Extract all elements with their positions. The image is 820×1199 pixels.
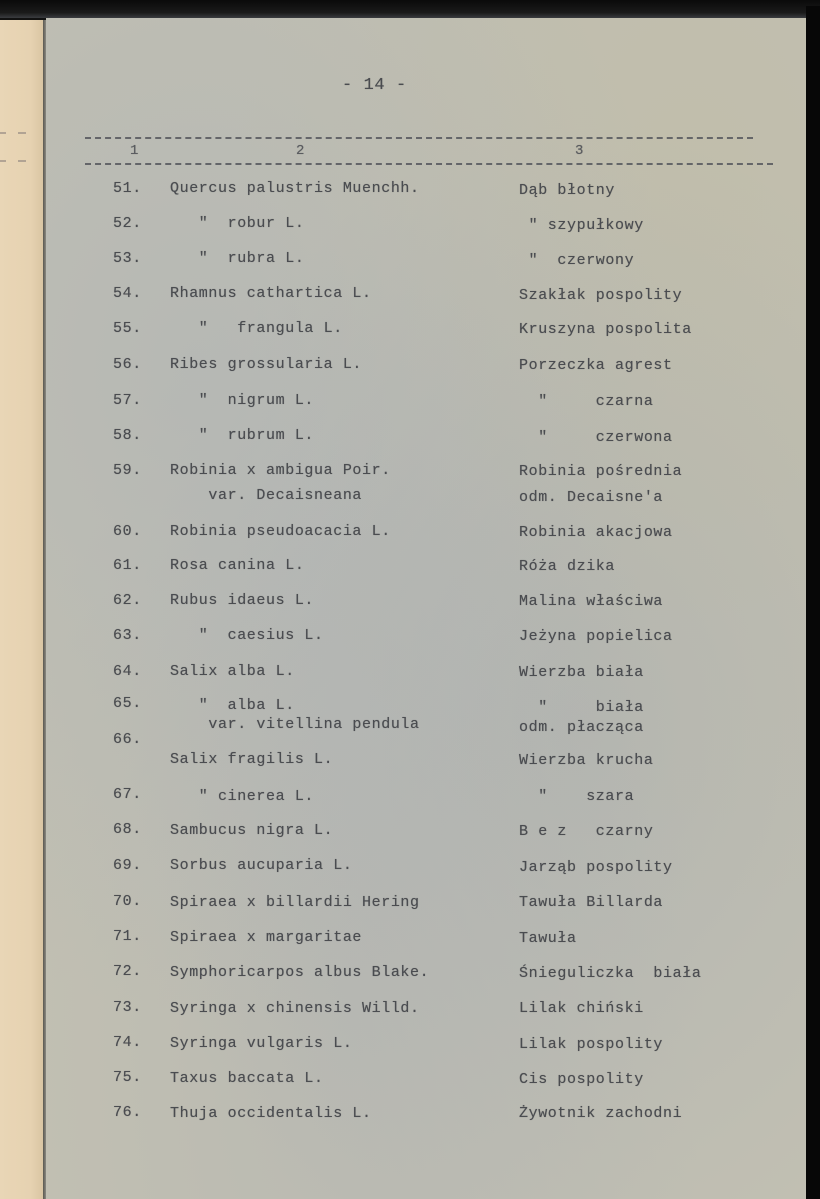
row-number: 61.	[113, 557, 142, 574]
row-number: 76.	[113, 1104, 142, 1121]
polish-name: Szakłak pospolity	[519, 287, 683, 304]
row-number: 62.	[113, 592, 142, 609]
latin-name: " cinerea L.	[170, 788, 315, 805]
polish-name: Cis pospolity	[519, 1071, 644, 1088]
latin-name: Sorbus aucuparia L.	[170, 857, 353, 874]
row-number: 60.	[113, 523, 142, 540]
latin-variety: var. Decaisneana	[170, 487, 363, 504]
polish-name: Lilak pospolity	[519, 1036, 664, 1053]
latin-name: Robinia pseudoacacia L.	[170, 523, 391, 540]
scan-top-edge	[0, 0, 820, 18]
scan-right-edge	[806, 6, 820, 1199]
polish-name: B e z czarny	[519, 823, 654, 840]
row-number: 65.	[113, 695, 142, 712]
polish-name: " czerwony	[519, 252, 635, 269]
polish-name: Dąb błotny	[519, 182, 616, 199]
adjacent-page-rule	[18, 160, 26, 162]
latin-name: Syringa vulgaris L.	[170, 1035, 353, 1052]
latin-name: Quercus palustris Muenchh.	[170, 180, 420, 197]
row-number: 57.	[113, 392, 142, 409]
polish-name: Śnieguliczka biała	[519, 965, 702, 982]
page-number: - 14 -	[342, 76, 407, 95]
polish-name: " czerwona	[519, 429, 673, 446]
row-number: 67.	[113, 786, 142, 803]
latin-name: Sambucus nigra L.	[170, 822, 334, 839]
polish-name: Jarząb pospolity	[519, 859, 673, 876]
latin-name: Ribes grossularia L.	[170, 356, 363, 373]
polish-name: Malina właściwa	[519, 593, 664, 610]
latin-name: Spiraea x billardii Hering	[170, 894, 420, 911]
latin-name: Rosa canina L.	[170, 557, 305, 574]
column-header-number: 1	[130, 143, 140, 159]
latin-name: Spiraea x margaritae	[170, 929, 363, 946]
header-rule-bottom	[85, 163, 773, 165]
polish-name: " szara	[519, 788, 635, 805]
polish-name: Żywotnik zachodni	[519, 1105, 683, 1122]
polish-name: Tawuła	[519, 930, 577, 947]
header-rule-top	[85, 137, 753, 139]
polish-variety: odm. płacząca	[519, 719, 644, 736]
polish-name: " czarna	[519, 393, 654, 410]
latin-name: " frangula L.	[170, 320, 343, 337]
adjacent-page-rule	[18, 132, 26, 134]
polish-name: " szypułkowy	[519, 217, 644, 234]
document-page	[46, 18, 806, 1199]
latin-name: Salix alba L.	[170, 663, 295, 680]
row-number: 75.	[113, 1069, 142, 1086]
polish-name: Tawuła Billarda	[519, 894, 664, 911]
adjacent-page-rule	[0, 160, 6, 162]
latin-name: " nigrum L.	[170, 392, 315, 409]
latin-name: " robur L.	[170, 215, 305, 232]
polish-name: Jeżyna popielica	[519, 628, 673, 645]
row-number: 53.	[113, 250, 142, 267]
row-number: 66.	[113, 731, 142, 748]
row-number: 54.	[113, 285, 142, 302]
polish-name: Róża dzika	[519, 558, 616, 575]
row-number: 52.	[113, 215, 142, 232]
row-number: 55.	[113, 320, 142, 337]
latin-variety: var. vitellina pendula	[170, 716, 420, 733]
polish-name: Kruszyna pospolita	[519, 321, 692, 338]
latin-name: Rhamnus cathartica L.	[170, 285, 372, 302]
row-number: 74.	[113, 1034, 142, 1051]
row-number: 70.	[113, 893, 142, 910]
latin-name: " caesius L.	[170, 627, 324, 644]
polish-name: Robinia akacjowa	[519, 524, 673, 541]
latin-name: Rubus idaeus L.	[170, 592, 315, 609]
polish-name: Wierzba biała	[519, 664, 644, 681]
row-number: 73.	[113, 999, 142, 1016]
row-number: 71.	[113, 928, 142, 945]
adjacent-page-rule	[0, 132, 6, 134]
row-number: 58.	[113, 427, 142, 444]
latin-name: Robinia x ambigua Poir.	[170, 462, 391, 479]
polish-name: Porzeczka agrest	[519, 357, 673, 374]
row-number: 56.	[113, 356, 142, 373]
latin-name: " rubrum L.	[170, 427, 315, 444]
column-header-latin: 2	[296, 143, 306, 159]
polish-name: Wierzba krucha	[519, 752, 654, 769]
polish-name: Lilak chiński	[519, 1000, 644, 1017]
polish-name: Robinia pośrednia	[519, 463, 683, 480]
row-number: 68.	[113, 821, 142, 838]
polish-variety: odm. Decaisne'a	[519, 489, 664, 506]
polish-name: " biała	[519, 699, 644, 716]
row-number: 72.	[113, 963, 142, 980]
row-number: 69.	[113, 857, 142, 874]
row-number: 59.	[113, 462, 142, 479]
latin-name: Syringa x chinensis Willd.	[170, 1000, 420, 1017]
latin-name: Taxus baccata L.	[170, 1070, 324, 1087]
latin-name: Symphoricarpos albus Blake.	[170, 964, 430, 981]
latin-name: " alba L.	[170, 697, 295, 714]
row-number: 51.	[113, 180, 142, 197]
latin-name: " rubra L.	[170, 250, 305, 267]
row-number: 63.	[113, 627, 142, 644]
column-header-polish: 3	[575, 143, 585, 159]
row-number: 64.	[113, 663, 142, 680]
latin-name: Salix fragilis L.	[170, 751, 334, 768]
adjacent-page-edge	[0, 20, 44, 1199]
latin-name: Thuja occidentalis L.	[170, 1105, 372, 1122]
